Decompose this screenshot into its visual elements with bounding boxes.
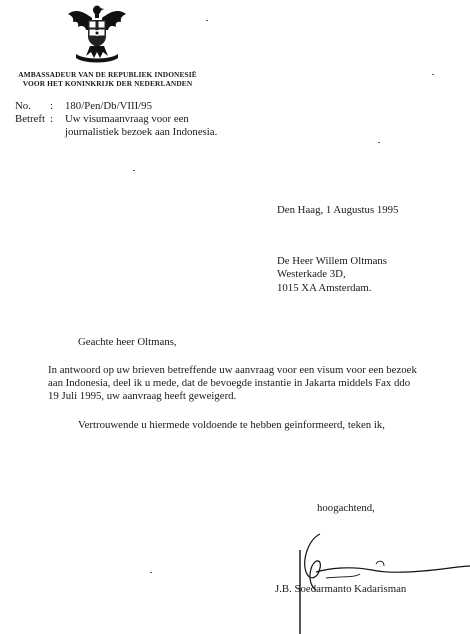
signatory-name: J.B. Soedarmanto Kadarisman (275, 583, 407, 595)
closing: hoogachtend, (317, 502, 375, 514)
reference-block (15, 100, 275, 144)
embassy-line-1: AMBASSADEUR VAN DE REPUBLIEK INDONESIË (18, 70, 197, 79)
body-paragraph-2: Vertrouwende u hiermede voldoende te hebben geinformeerd, teken ik, (78, 419, 385, 431)
recipient-address (277, 255, 387, 295)
no-value: 180/Pen/Db/VIII/95 (65, 100, 152, 112)
embassy-heading (0, 70, 215, 88)
subject-colon: : (50, 113, 53, 125)
scan-speck (150, 572, 152, 573)
scan-speck (432, 74, 434, 75)
recipient-name: De Heer Willem Oltmans (277, 255, 388, 267)
recipient-street: Westerkade 3D, (277, 268, 346, 281)
garuda-emblem-icon (64, 2, 130, 64)
paragraph-1-line-3: 19 Juli 1995, uw aanvraag heeft geweigerd. (48, 390, 237, 402)
date-line: Den Haag, 1 Augustus 1995 (277, 204, 399, 216)
recipient-postal-city: 1015 XA Amsterdam. (277, 281, 372, 294)
body-paragraph-1 (48, 364, 448, 403)
subject-label: Betreft (15, 113, 45, 125)
subject-line-1: Uw visumaanvraag voor een (65, 113, 189, 125)
paragraph-1-line-2: aan Indonesia, deel ik u mede, dat de bevoegde instantie in Jakarta middels Fax ddo (48, 377, 411, 389)
scan-speck (206, 20, 208, 21)
paragraph-1-line-1: In antwoord op uw brieven betreffende uw aanvraag voor een visum voor een bezoek (48, 364, 417, 376)
salutation: Geachte heer Oltmans, (78, 336, 177, 348)
subject-line-2: journalistiek bezoek aan Indonesia. (65, 126, 218, 138)
scan-speck (378, 142, 380, 143)
embassy-line-2: VOOR HET KONINKRIJK DER NEDERLANDEN (22, 79, 193, 88)
scan-speck (133, 170, 135, 171)
no-colon: : (50, 100, 53, 112)
handwritten-signature-icon (280, 520, 470, 634)
no-label: No. (15, 100, 31, 112)
